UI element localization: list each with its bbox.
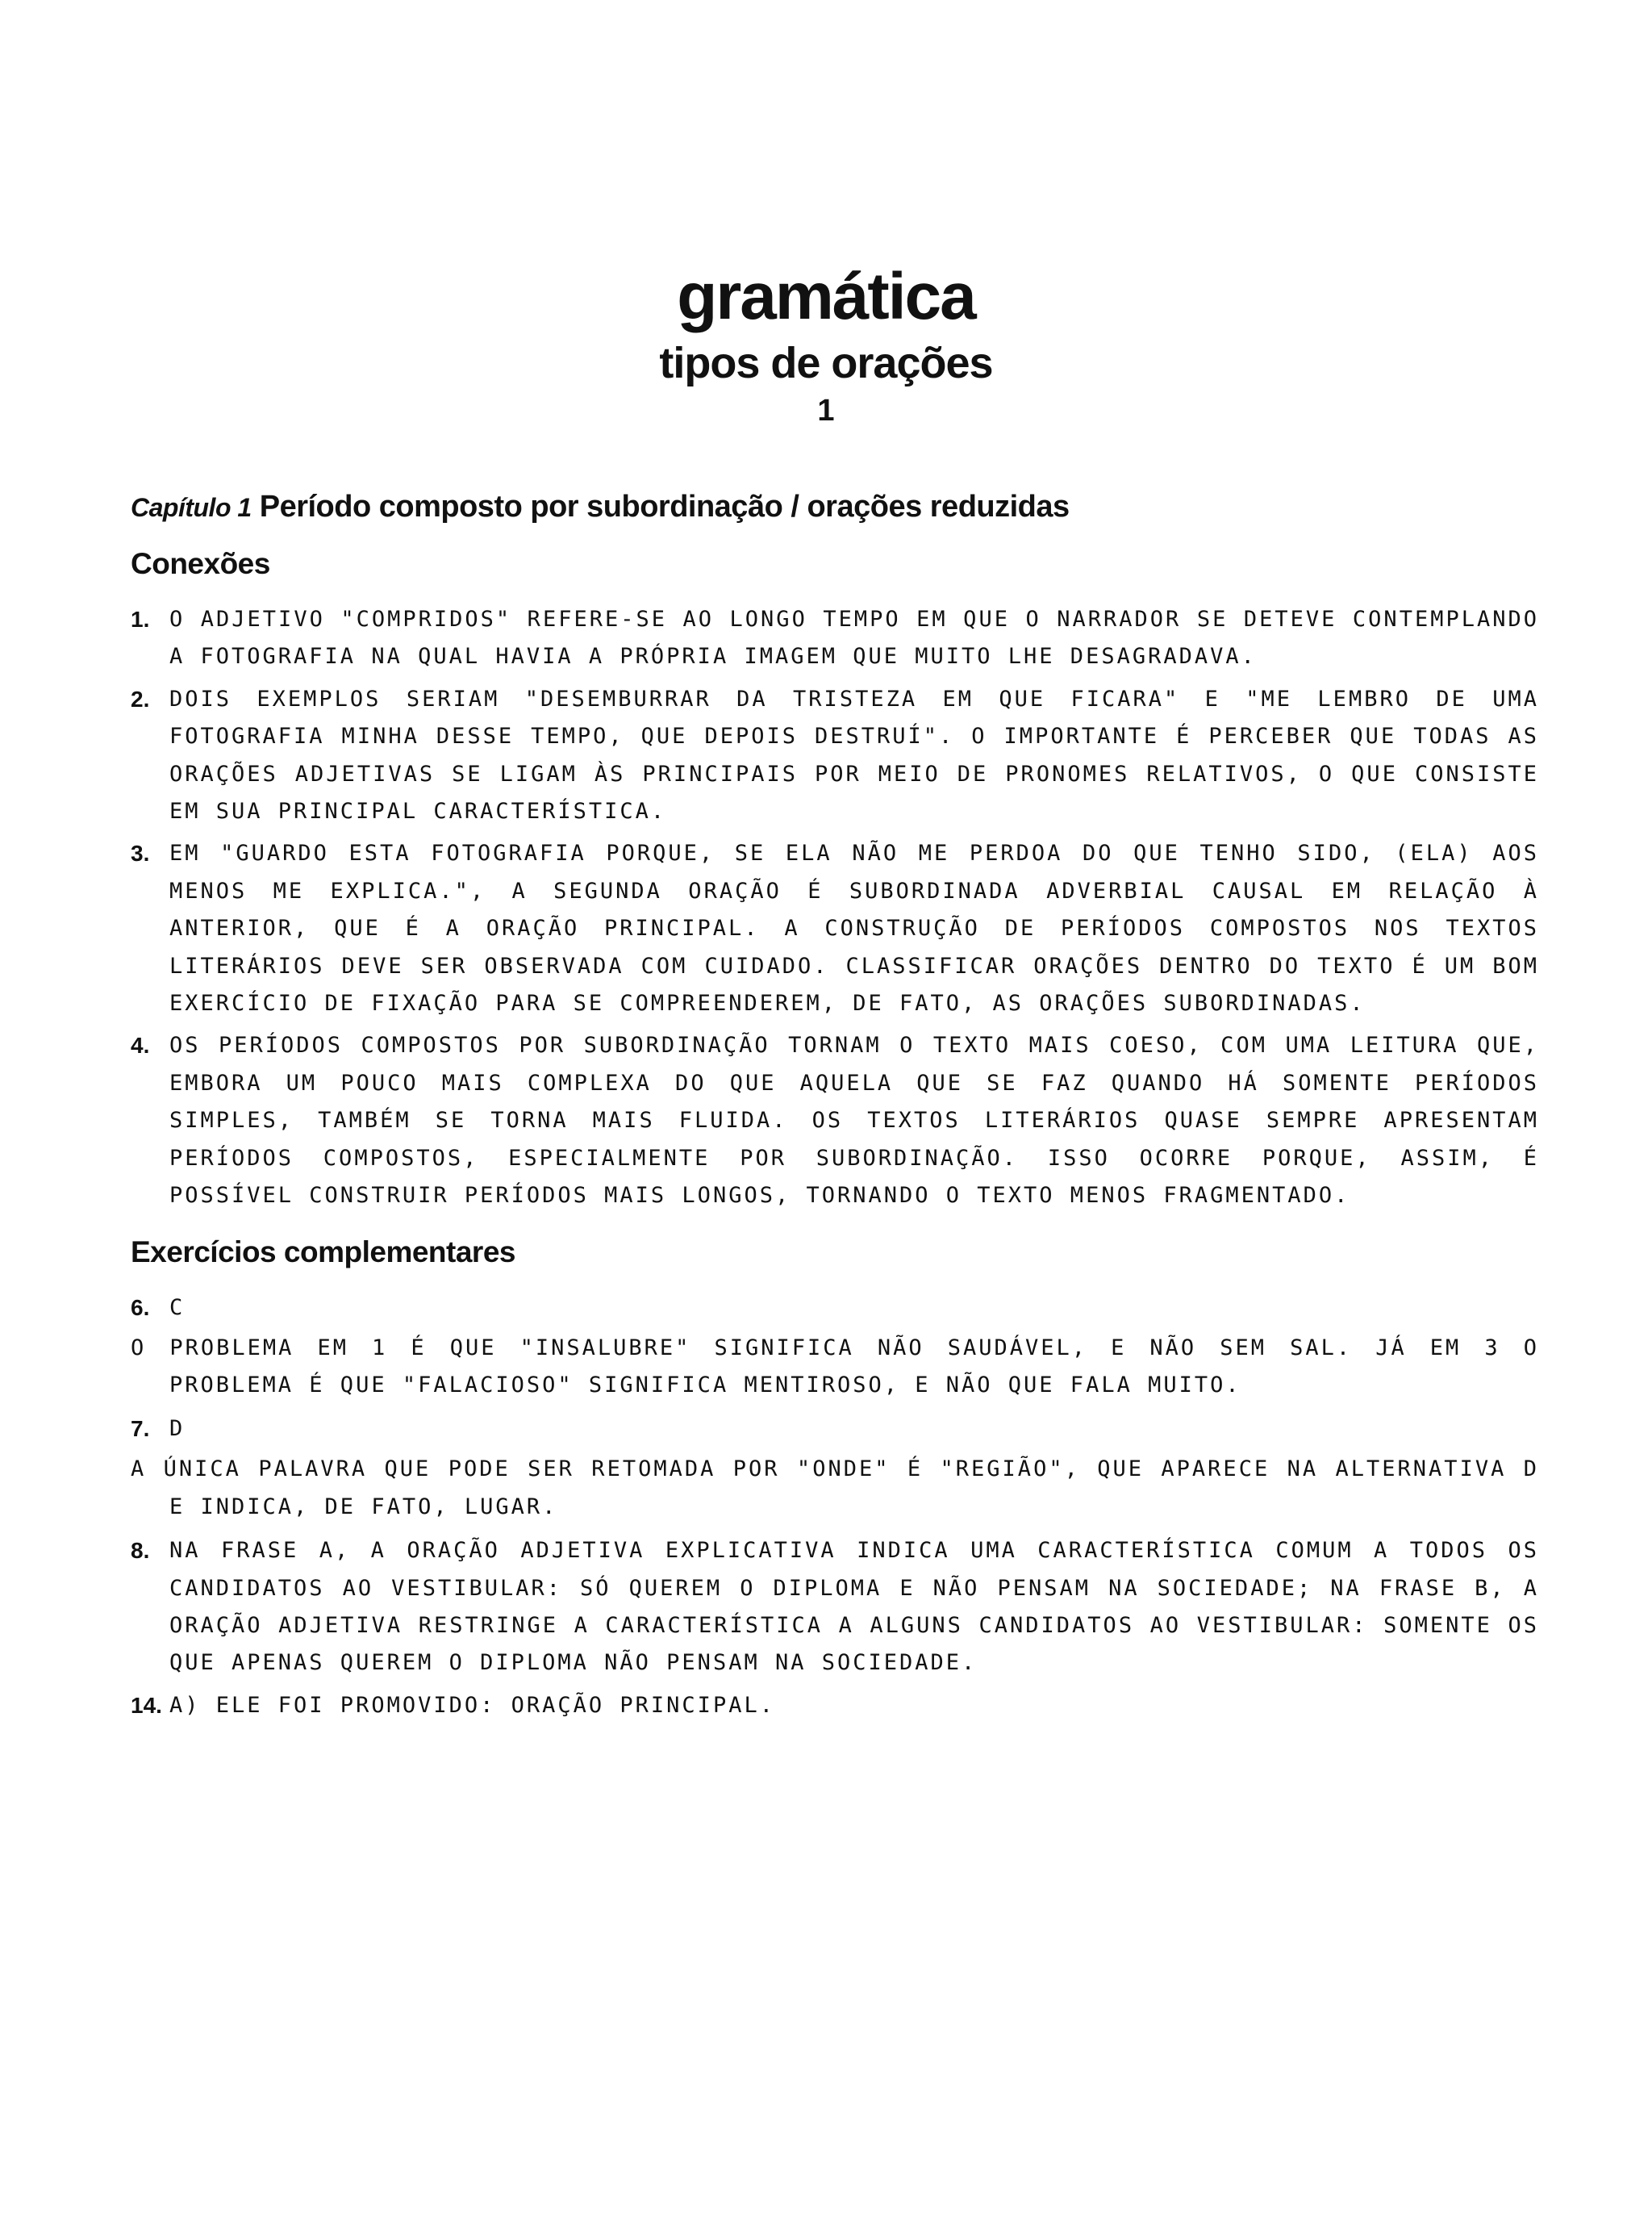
item-number: 8. xyxy=(131,1538,150,1564)
list-item xyxy=(131,601,1539,676)
item-number: 1. xyxy=(131,607,150,632)
chapter-heading xyxy=(131,484,1539,530)
list-item xyxy=(131,681,1539,831)
chapter-label: Capítulo 1 xyxy=(131,493,252,522)
page-header xyxy=(0,257,1652,432)
section-heading-conexoes: Conexões xyxy=(131,547,270,580)
item-text: DOIS EXEMPLOS SERIAM "DESEMBURRAR DA TRISTEZA EM QUE FICARA" E "ME LEMBRO DE UMA FOTOGRAFIA MINHA DESSE TEMPO, QUE DEPOIS DESTRUÍ". O IMPORTANTE É PERCEBER QUE TODAS AS ORAÇÕES ADJETIVAS SE LIGAM ÀS PRINCIPAIS POR MEIO DE PRONOMES RELATIVOS, O QUE CONSISTE EM SUA PRINCIPAL CARACTERÍSTICA. xyxy=(169,686,1539,825)
answer-explanation-7: A ÚNICA PALAVRA QUE PODE SER RETOMADA POR "ONDE" É "REGIÃO", QUE APARECE NA ALTERNATIVA D E INDICA, DE FATO, LUGAR. xyxy=(131,1456,1539,1519)
list-item xyxy=(131,1687,1539,1724)
page-subtitle: tipos de orações xyxy=(659,339,993,387)
answer-letter: D xyxy=(169,1416,186,1442)
page-title: gramática xyxy=(677,260,975,333)
document-body xyxy=(131,484,1539,1729)
page-number: 1 xyxy=(817,394,835,428)
answer-explanation-6: O PROBLEMA EM 1 É QUE "INSALUBRE" SIGNIFICA NÃO SAUDÁVEL, E NÃO SEM SAL. JÁ EM 3 O PROBLEMA É QUE "FALACIOSO" SIGNIFICA MENTIROSO, E NÃO QUE FALA MUITO. xyxy=(131,1335,1539,1398)
item-number: 2. xyxy=(131,686,150,712)
item-number: 7. xyxy=(131,1416,150,1442)
section-heading-complementares: Exercícios complementares xyxy=(131,1235,515,1268)
item-text: A) ELE FOI PROMOVIDO: ORAÇÃO PRINCIPAL. xyxy=(169,1692,775,1718)
item-number: 6. xyxy=(131,1294,150,1320)
item-text: NA FRASE A, A ORAÇÃO ADJETIVA EXPLICATIVA INDICA UMA CARACTERÍSTICA COMUM A TODOS OS CANDIDATOS AO VESTIBULAR: SÓ QUEREM O DIPLOMA E NÃO PENSAM NA SOCIEDADE; NA FRASE B, A ORAÇÃO ADJETIVA RESTRINGE A CARACTERÍSTICA A ALGUNS CANDIDATOS AO VESTIBULAR: SOMENTE OS QUE APENAS QUEREM O DIPLOMA NÃO PENSAM NA SOCIEDADE. xyxy=(169,1538,1539,1676)
answer-letter: C xyxy=(169,1294,186,1320)
chapter-title: Período composto por subordinação / orações reduzidas xyxy=(259,490,1070,524)
list-item xyxy=(131,835,1539,1022)
item-number: 4. xyxy=(131,1033,150,1059)
item-number: 14. xyxy=(131,1692,162,1718)
item-number: 3. xyxy=(131,841,150,867)
item-text: OS PERÍODOS COMPOSTOS POR SUBORDINAÇÃO TORNAM O TEXTO MAIS COESO, COM UMA LEITURA QUE, EMBORA UM POUCO MAIS COMPLEXA DO QUE AQUELA QUE SE FAZ QUANDO HÁ SOMENTE PERÍODOS SIMPLES, TAMBÉM SE TORNA MAIS FLUIDA. OS TEXTOS LITERÁRIOS QUASE SEMPRE APRESENTAM PERÍODOS COMPOSTOS, ESPECIALMENTE POR SUBORDINAÇÃO. ISSO OCORRE PORQUE, ASSIM, É POSSÍVEL CONSTRUIR PERÍODOS MAIS LONGOS, TORNANDO O TEXTO MENOS FRAGMENTADO. xyxy=(169,1033,1539,1209)
answer-line-6 xyxy=(131,1289,1539,1327)
list-item xyxy=(131,1532,1539,1682)
item-text: EM "GUARDO ESTA FOTOGRAFIA PORQUE, SE ELA NÃO ME PERDOA DO QUE TENHO SIDO, (ELA) AOS MENOS ME EXPLICA.", A SEGUNDA ORAÇÃO É SUBORDINADA ADVERBIAL CAUSAL EM RELAÇÃO À ANTERIOR, QUE É A ORAÇÃO PRINCIPAL. A CONSTRUÇÃO DE PERÍODOS COMPOSTOS NOS TEXTOS LITERÁRIOS DEVE SER OBSERVADA COM CUIDADO. CLASSIFICAR ORAÇÕES DENTRO DO TEXTO É UM BOM EXERCÍCIO DE FIXAÇÃO PARA SE COMPREENDEREM, DE FATO, AS ORAÇÕES SUBORDINADAS. xyxy=(169,841,1539,1017)
answer-line-7 xyxy=(131,1410,1539,1448)
list-item xyxy=(131,1027,1539,1214)
item-text: O ADJETIVO "COMPRIDOS" REFERE-SE AO LONGO TEMPO EM QUE O NARRADOR SE DETEVE CONTEMPLANDO A FOTOGRAFIA NA QUAL HAVIA A PRÓPRIA IMAGEM QUE MUITO LHE DESAGRADAVA. xyxy=(169,607,1539,670)
